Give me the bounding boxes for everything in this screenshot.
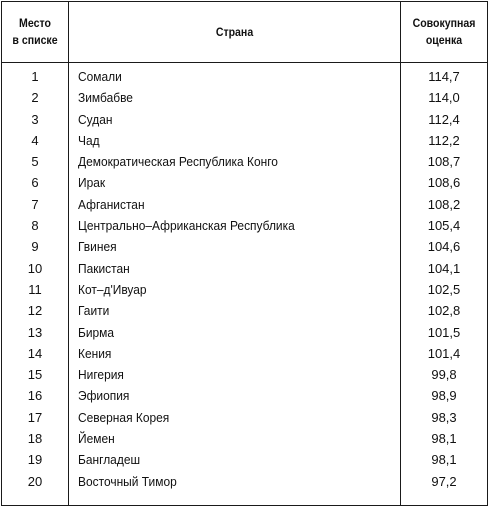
score-cell: 114,0	[428, 90, 460, 106]
table-row	[2, 407, 487, 428]
score-cell: 105,4	[427, 218, 461, 234]
country-cell: Восточный Тимор	[78, 473, 177, 489]
table-row	[2, 215, 487, 236]
country-cell: Центрально–Африканская Республика	[78, 218, 295, 234]
table-row	[2, 236, 487, 257]
country-cell: Сомали	[78, 69, 122, 84]
country-cell: Бирма	[78, 324, 115, 340]
table-row	[2, 151, 487, 172]
rank-cell: 8	[31, 218, 39, 234]
table-row	[2, 258, 487, 279]
score-cell: 99,8	[431, 367, 457, 383]
score-cell: 104,1	[427, 260, 461, 276]
rank-cell: 12	[27, 303, 43, 319]
country-cell: Кот–д'Ивуар	[78, 281, 147, 297]
score-cell: 108,7	[427, 154, 461, 170]
rank-cell: 5	[31, 154, 39, 170]
table-row	[2, 109, 487, 130]
score-cell: 97,2	[431, 473, 457, 489]
rank-cell: 3	[31, 111, 39, 127]
table-body	[2, 66, 487, 492]
header-country-label: Страна	[215, 24, 254, 39]
country-cell: Судан	[78, 111, 113, 127]
table-row	[2, 172, 487, 193]
header-rank	[6, 2, 64, 62]
table-row	[2, 428, 487, 449]
rank-cell: 14	[27, 345, 43, 361]
country-cell: Кения	[78, 345, 112, 361]
country-cell: Эфиопия	[78, 388, 130, 404]
country-cell: Чад	[78, 132, 100, 148]
country-cell: Йемен	[78, 431, 115, 447]
table-row	[2, 364, 487, 385]
table-row	[2, 279, 487, 300]
country-cell: Гаити	[78, 303, 110, 319]
rank-cell: 9	[31, 239, 39, 255]
score-cell: 112,4	[428, 111, 460, 127]
score-cell: 108,2	[427, 196, 461, 212]
score-cell: 112,2	[428, 132, 460, 148]
rank-cell: 2	[31, 90, 39, 106]
table-row	[2, 322, 487, 343]
table-row	[2, 343, 487, 364]
country-cell: Афганистан	[78, 196, 145, 212]
country-cell: Нигерия	[78, 367, 124, 383]
score-cell: 114,7	[428, 69, 460, 84]
table-row	[2, 385, 487, 406]
country-cell: Ирак	[78, 175, 106, 191]
header-score-label: Совокупная оценка	[412, 16, 476, 47]
rank-cell: 20	[27, 473, 43, 489]
table-row	[2, 66, 487, 87]
table-row	[2, 130, 487, 151]
score-cell: 98,1	[431, 452, 457, 468]
country-cell: Зимбабве	[78, 90, 133, 106]
table-row	[2, 300, 487, 321]
country-cell: Северная Корея	[78, 409, 170, 425]
rank-cell: 17	[27, 409, 43, 425]
rank-cell: 15	[27, 367, 43, 383]
table-row	[2, 449, 487, 470]
header-country	[89, 2, 380, 62]
table-row	[2, 194, 487, 215]
rank-cell: 7	[31, 196, 39, 212]
rank-cell: 16	[27, 388, 43, 404]
rank-cell: 11	[28, 281, 42, 297]
country-cell: Гвинея	[78, 239, 117, 255]
header-score	[406, 2, 482, 62]
score-cell: 98,9	[431, 388, 457, 404]
score-cell: 101,5	[427, 324, 461, 340]
score-cell: 102,8	[427, 303, 461, 319]
rank-cell: 4	[31, 132, 39, 148]
country-cell: Пакистан	[78, 260, 130, 276]
table-row	[2, 87, 487, 108]
country-cell: Демократическая Республика Конго	[78, 154, 278, 170]
score-cell: 102,5	[427, 281, 461, 297]
score-cell: 98,3	[431, 409, 457, 425]
rank-cell: 10	[27, 260, 43, 276]
rank-cell: 6	[31, 175, 39, 191]
rank-cell: 1	[31, 69, 39, 84]
ranking-table	[1, 1, 488, 506]
rank-cell: 13	[27, 324, 43, 340]
header-rank-label: Место в списке	[12, 16, 58, 47]
country-cell: Бангладеш	[78, 452, 141, 468]
rank-cell: 19	[27, 452, 43, 468]
table-row	[2, 471, 487, 492]
score-cell: 104,6	[427, 239, 461, 255]
header-divider	[2, 62, 487, 63]
score-cell: 108,6	[427, 175, 461, 191]
rank-cell: 18	[27, 431, 43, 447]
score-cell: 101,4	[427, 345, 461, 361]
score-cell: 98,1	[431, 431, 457, 447]
